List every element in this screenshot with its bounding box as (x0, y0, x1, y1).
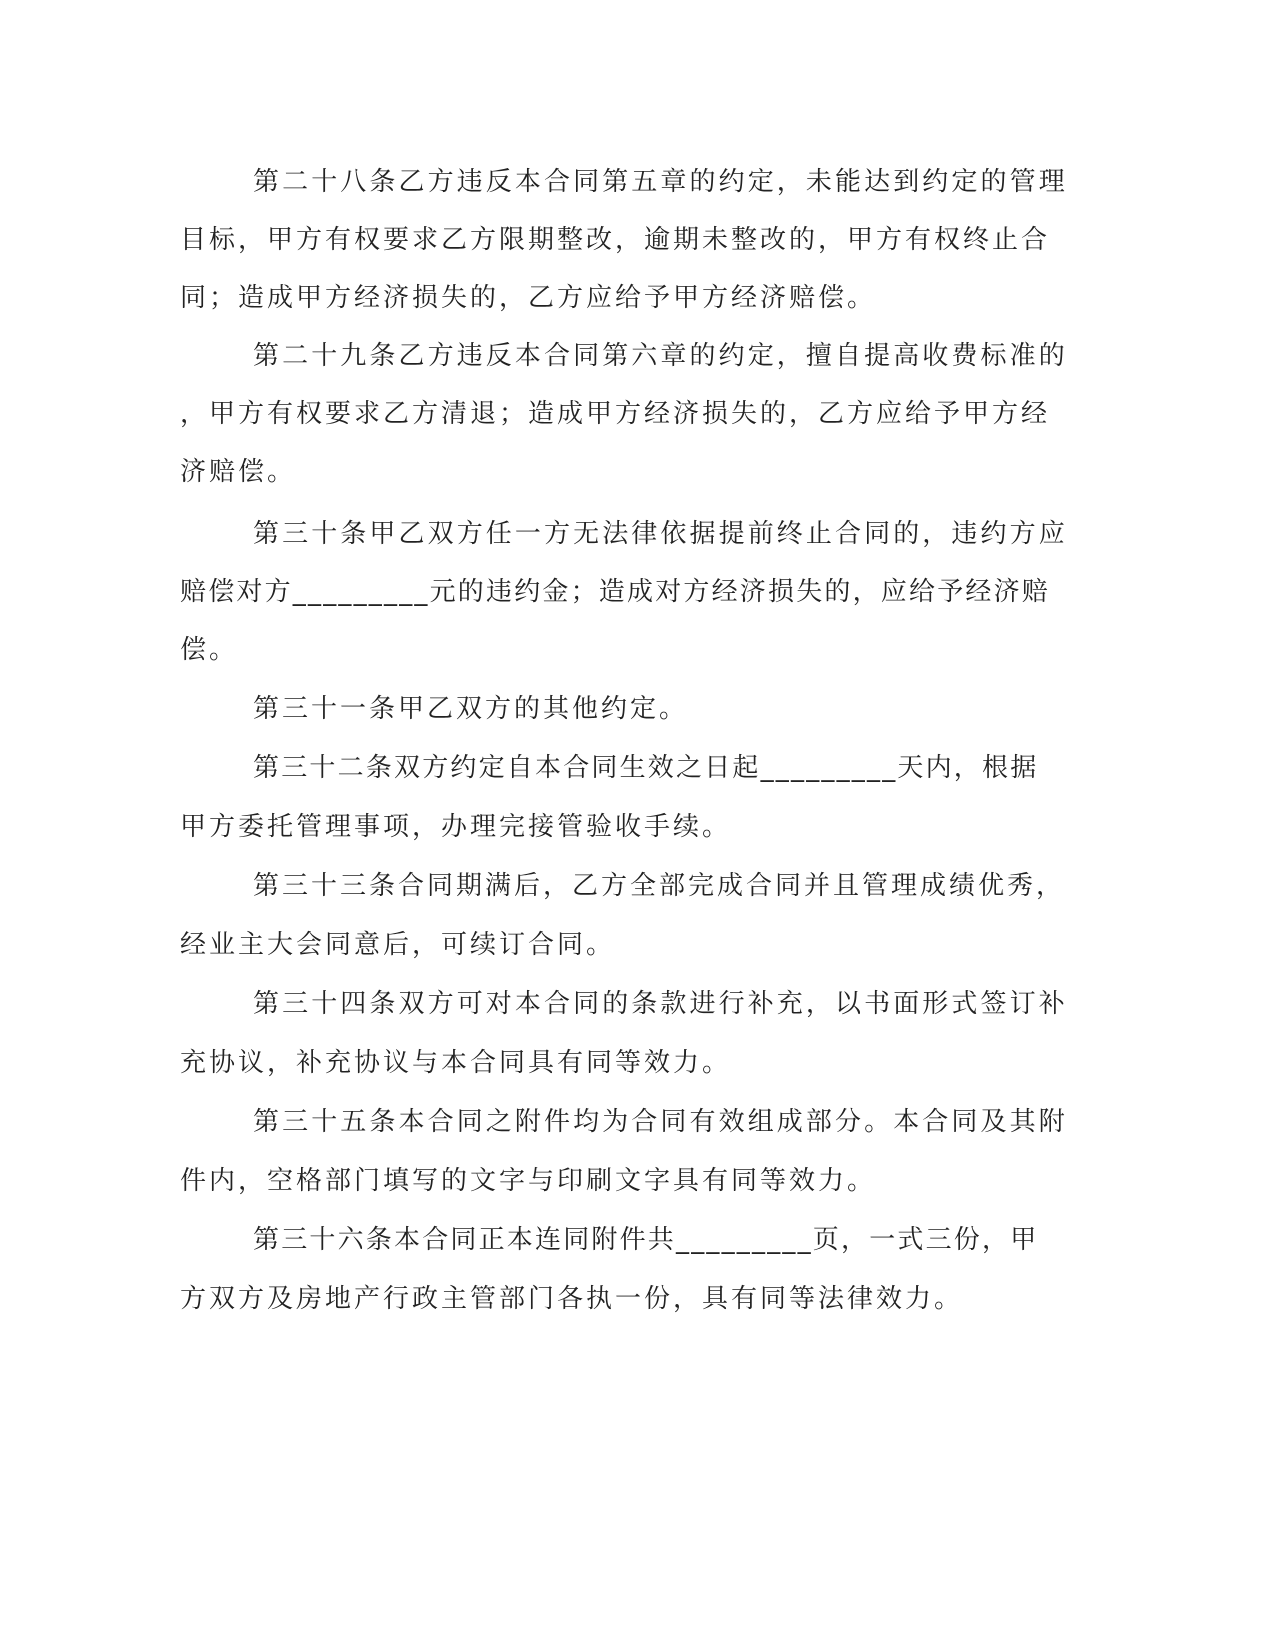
article-34-line-2: 充协议，补充协议与本合同具有同等效力。 (180, 1048, 732, 1078)
article-28-line-1: 第二十八条乙方违反本合同第五章的约定，未能达到约定的管理 (253, 167, 1068, 197)
article-29-line-3: 济赔偿。 (180, 457, 297, 487)
article-32-line-1: 第三十二条双方约定自本合同生效之日起_________天内，根据 (253, 753, 1039, 783)
article-35-line-1: 第三十五条本合同之附件均为合同有效组成部分。本合同及其附 (253, 1107, 1068, 1137)
article-34-line-1: 第三十四条双方可对本合同的条款进行补充，以书面形式签订补 (253, 989, 1068, 1019)
article-36-line-1: 第三十六条本合同正本连同附件共_________页，一式三份，甲 (253, 1225, 1039, 1255)
article-28-line-2: 目标，甲方有权要求乙方限期整改，逾期未整改的，甲方有权终止合 (180, 225, 1051, 255)
article-30-line-1: 第三十条甲乙双方任一方无法律依据提前终止合同的，违约方应 (253, 519, 1068, 549)
article-33-line-1: 第三十三条合同期满后，乙方全部完成合同并且管理成绩优秀， (253, 871, 1066, 901)
article-33-line-2: 经业主大会同意后，可续订合同。 (180, 930, 616, 960)
article-28-line-3: 同；造成甲方经济损失的，乙方应给予甲方经济赔偿。 (180, 283, 877, 313)
article-29-line-1: 第二十九条乙方违反本合同第六章的约定，擅自提高收费标准的 (253, 341, 1068, 371)
article-35-line-2: 件内，空格部门填写的文字与印刷文字具有同等效力。 (180, 1166, 877, 1196)
article-30-line-3: 偿。 (180, 635, 239, 665)
article-30-line-2: 赔偿对方_________元的违约金；造成对方经济损失的，应给予经济赔 (180, 577, 1051, 607)
article-31-line-1: 第三十一条甲乙双方的其他约定。 (253, 694, 689, 724)
article-32-line-2: 甲方委托管理事项，办理完接管验收手续。 (180, 812, 732, 842)
article-29-line-2: ，甲方有权要求乙方清退；造成甲方经济损失的，乙方应给予甲方经 (180, 399, 1051, 429)
article-36-line-2: 方双方及房地产行政主管部门各执一份，具有同等法律效力。 (180, 1284, 964, 1314)
